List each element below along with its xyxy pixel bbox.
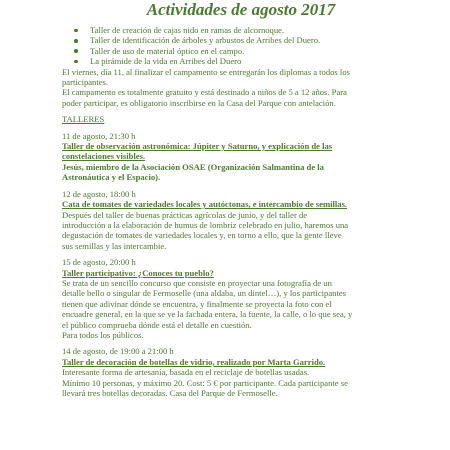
event-title: Taller de decoración de botellas de vidrio, realizado por Marta Garrido. [62,356,326,367]
event-block [62,131,400,183]
text-line: degustación de tomates de variedades locales y, en torno a ello, que la gente lleve [62,230,342,241]
event-date: 11 de agosto, 21:30 h [62,130,136,141]
list-item: Taller de creación de cajas nido en ramas de alcornoque. [74,25,400,35]
text-line: tienen que adivinar dónde se encuentra, y finalmente se proyecta la foto con el [62,298,332,309]
list-item: La pirámide de la vida en Arribes del Duero [74,56,400,66]
text-line: Después del taller de buenas prácticas agrícolas de junio, y del taller de [62,209,308,220]
text-line: El viernes, día 11, al finalizar el campamento se entregarán los diplomas a todos los [62,66,350,77]
activities-list [62,25,400,67]
text-line: Mínimo 10 personas, y máximo 20. Cost: 5 € por participante. Cada participante se [62,377,348,388]
event-date: 12 de agosto, 18:00 h [62,188,136,199]
talleres-heading: TALLERES [62,114,105,125]
text-line: El campamento es totalmente gratuito y está destinado a niños de 5 a 12 años. Para [62,87,347,98]
text-line: introducción a la elaboración de humus de lombriz celebrado en julio, haremos una [62,219,349,230]
text-line: Interesante forma de artesanía, basada en el reciclaje de botellas usadas. [62,367,310,378]
text-line: el público comprueba dónde está el detalle en cuestión. [62,319,252,330]
text-line: encuadre general, en la que se ve la fachada entera, la fuente, la calle, o lo que sea, y [62,309,353,320]
event-host: Astronáutica y el Espacio). [62,172,161,183]
text-line: llevará tres botellas decoradas. Casa del Parque de Fermoselle. [62,388,278,398]
event-host: Jesús, miembro de la Asociación OSAE (Organización Salmantina de la [62,161,324,172]
list-item: Taller de identificación de árboles y arbustos de Arribes del Duero. [74,35,400,45]
text-line: poder participar, es obligatorio inscribirse en la Casa del Parque con antelación. [62,97,336,108]
bullet-icon [74,49,78,53]
bullet-icon [74,39,78,43]
event-block [62,346,400,398]
text-line: participantes. [62,77,109,88]
event-title: constelaciones visibles. [62,151,146,162]
event-title: Cata de tomates de variedades locales y autóctonas, e intercambio de semillas. [62,199,348,210]
document-page [62,0,400,398]
event-block [62,189,400,251]
bullet-icon [74,60,78,64]
event-date: 15 de agosto, 20:00 h [62,257,136,268]
event-block [62,257,400,340]
event-date: 14 de agosto, de 19:00 a 21:00 h [62,346,174,357]
event-title: Taller de observación astronómica: Júpiter y Saturno, y explicación de las [62,141,333,152]
list-item: Taller de uso de material óptico en el campo. [74,46,400,56]
event-title: Taller participativo: ¿Conoces tu pueblo? [62,267,214,278]
text-line: detalle bello o singular de Fermoselle (una aldaba, un dintel…), y los participantes [62,288,346,299]
intro-text [62,67,400,109]
bullet-icon [74,29,78,33]
text-line: Se trata de un sencillo concurso que consiste en proyectar una fotografía de un [62,277,332,288]
text-line: sus semillas y las intercambie. [62,240,167,251]
page-title: Actividades de agosto 2017 [146,0,336,19]
text-line: Para todos los públicos. [62,329,144,340]
